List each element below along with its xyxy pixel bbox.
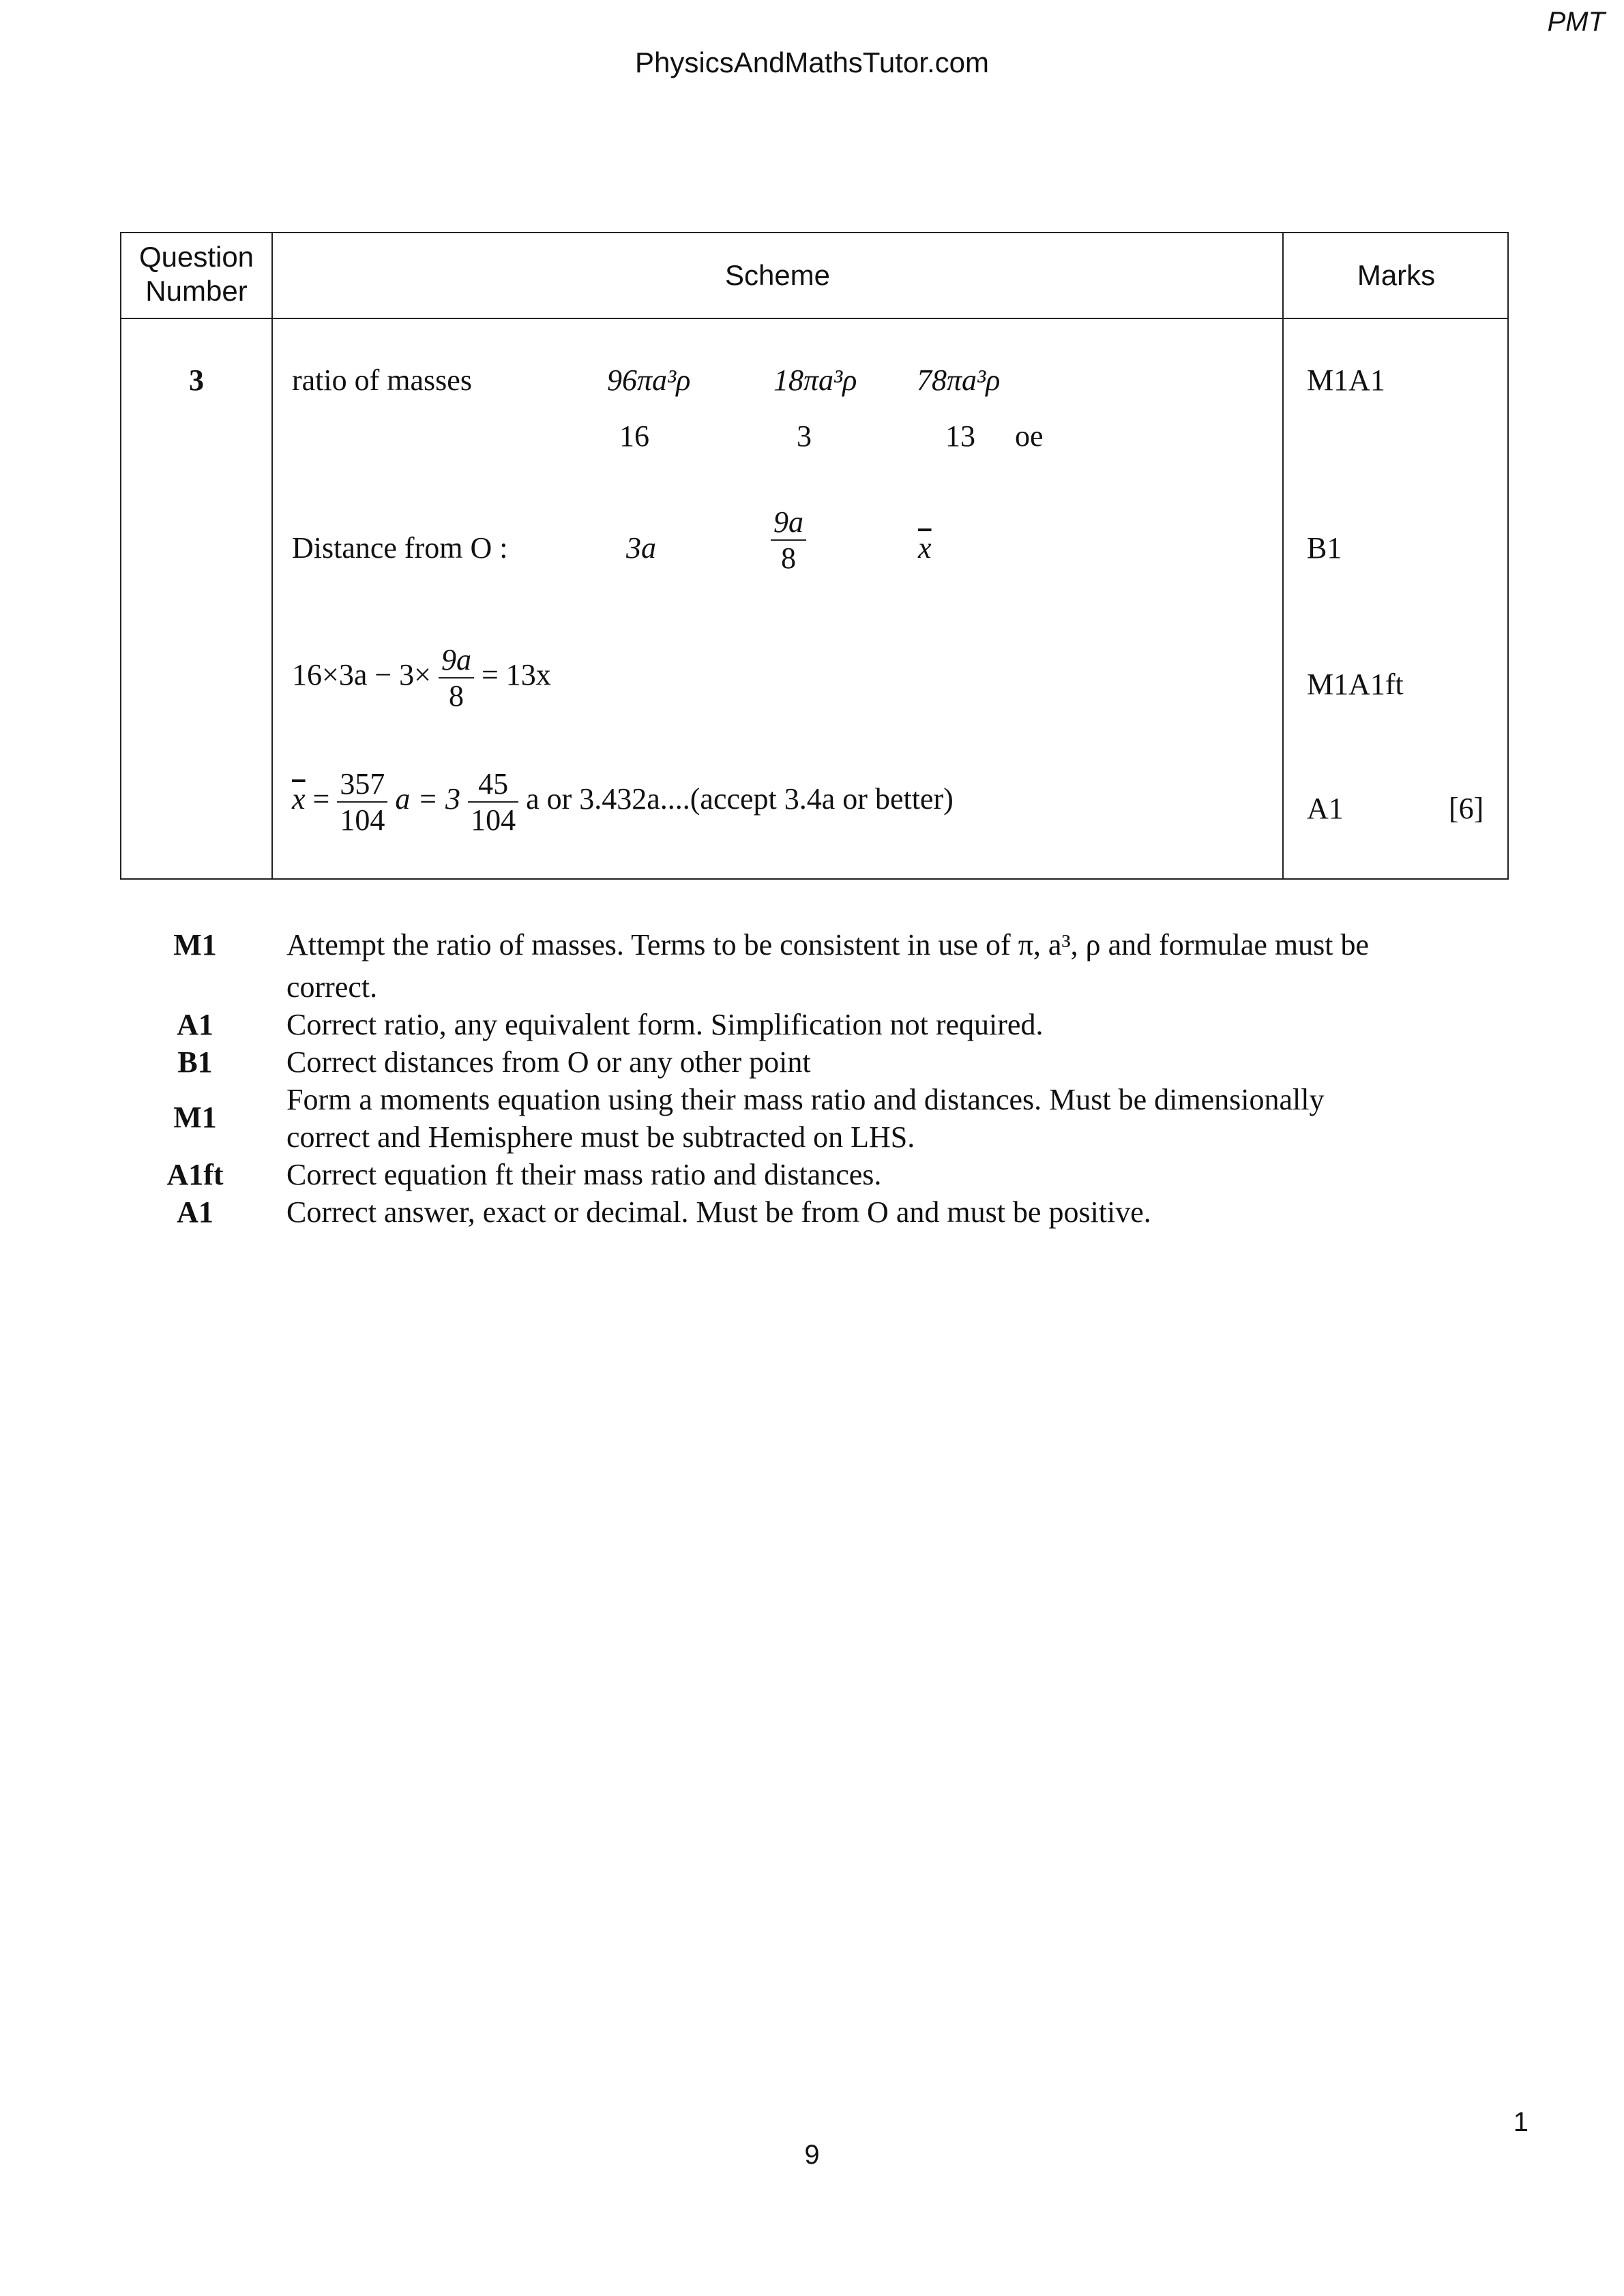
note-text: Correct distances from O or any other point [286, 1045, 811, 1079]
mark-scheme-table [120, 232, 1509, 880]
note-code: M1 [173, 1101, 217, 1134]
ratio-simplified-3: 13 [945, 419, 975, 453]
ratio-label: ratio of masses [292, 363, 472, 397]
page-number: 9 [804, 2140, 820, 2170]
question-number: 3 [189, 363, 204, 397]
distance-whole: 3a [626, 531, 656, 565]
note-text: Form a moments equation using their mass ratio and distances. Must be dimensionally [286, 1083, 1325, 1116]
header-question-number: Question Number [138, 241, 254, 307]
fraction-denominator: 8 [771, 539, 806, 576]
answer-xbar: $\overline{x}$ [292, 782, 306, 816]
note-text: Correct ratio, any equivalent form. Simplification not required. [286, 1008, 1044, 1041]
distance-label: Distance from O : [292, 531, 508, 565]
answer-equation [292, 766, 954, 837]
header-divider [121, 318, 1507, 319]
column-divider [271, 233, 273, 878]
note-code: A1 [177, 1195, 213, 1229]
ratio-simplified-2: 3 [797, 419, 812, 453]
distance-hemisphere-fraction [771, 505, 806, 576]
note-code: M1 [173, 928, 217, 961]
marks-total: [6] [1449, 792, 1484, 825]
marks-distance: B1 [1307, 531, 1342, 565]
site-title: PhysicsAndMathsTutor.com [635, 46, 989, 78]
answer-fraction2-numerator: 45 [478, 767, 509, 801]
answer-tail: a or 3.432a....(accept 3.4a or better) [526, 782, 954, 816]
answer-fraction2-denominator: 104 [468, 801, 518, 837]
distance-xbar: $\overline{x}$ [918, 531, 932, 565]
moments-fraction-denominator: 8 [439, 677, 474, 713]
note-code: B1 [177, 1045, 213, 1079]
marks-ratio: M1A1 [1307, 363, 1385, 397]
note-text: Attempt the ratio of masses. Terms to be consistent in use of π, a³, ρ and formulae must be [286, 928, 1370, 961]
answer-equals: = [312, 782, 330, 816]
moments-rhs: = 13x [481, 658, 551, 692]
moments-fraction-numerator: 9a [441, 643, 471, 676]
moments-lhs: 16×3a − 3× [292, 658, 431, 692]
note-code: A1ft [166, 1158, 224, 1191]
note-text: Correct answer, exact or decimal. Must be from O and must be positive. [286, 1195, 1151, 1229]
marks-answer: A1 [1307, 792, 1344, 825]
header-scheme: Scheme [724, 259, 831, 291]
column-divider [1282, 233, 1284, 878]
pmt-label: PMT [1547, 7, 1605, 37]
answer-fraction1-numerator: 357 [340, 767, 385, 801]
answer-mid: a = 3 [395, 782, 461, 816]
moments-equation [292, 642, 551, 713]
note-text-continued: correct and Hemisphere must be subtracted on LHS. [286, 1120, 915, 1154]
header-marks: Marks [1357, 259, 1436, 291]
note-text-continued: correct. [286, 970, 378, 1004]
answer-fraction1-denominator: 104 [337, 801, 387, 837]
mass-remainder: 78πa³ρ [917, 363, 1001, 397]
corner-page-number: 1 [1513, 2107, 1529, 2137]
note-text: Correct equation ft their mass ratio and distances. [286, 1158, 882, 1191]
marks-moments: M1A1ft [1307, 668, 1404, 701]
ratio-simplified-1: 16 [619, 419, 649, 453]
mass-whole: 96πa³ρ [607, 363, 691, 397]
note-code: A1 [177, 1008, 213, 1041]
oe-note: oe [1015, 419, 1044, 453]
fraction-numerator: 9a [773, 505, 803, 539]
mass-hemisphere: 18πa³ρ [773, 363, 857, 397]
